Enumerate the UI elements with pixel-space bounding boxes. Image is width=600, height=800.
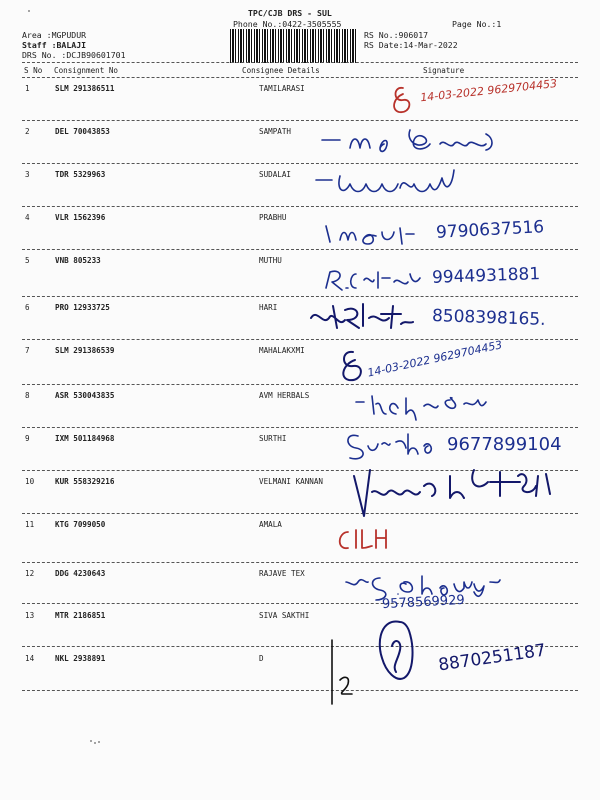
- handwritten-note: 14-03-2022 9629704453: [366, 338, 504, 380]
- handwritten-note: 14-03-2022 9629704453: [419, 76, 558, 105]
- header-divider-bottom: [22, 77, 578, 78]
- signature-mark: [340, 430, 440, 464]
- row-consignee: VELMANI KANNAN: [259, 477, 324, 486]
- column-header-consignee: Consignee Details: [242, 66, 320, 75]
- scan-speck: [90, 740, 92, 742]
- signature-mark: [350, 462, 580, 522]
- row-consignment-no: MTR 2186851: [55, 611, 106, 620]
- row-consignment-no: IXM 501184968: [55, 434, 115, 443]
- row-consignee: D: [259, 654, 264, 663]
- signature-mark: [320, 222, 430, 252]
- row-sno: 12: [25, 569, 35, 578]
- handwritten-note: 8870251187: [437, 640, 548, 676]
- barcode: [230, 29, 358, 63]
- row-divider: [22, 427, 578, 428]
- row-consignment-no: DDG 4230643: [55, 569, 106, 578]
- row-divider: [22, 603, 578, 604]
- handwritten-note: 9677899104: [447, 434, 562, 455]
- scan-speck: [98, 741, 100, 743]
- row-consignment-no: SLM 291386511: [55, 84, 115, 93]
- scan-speck: [94, 742, 96, 744]
- signature-mark: [310, 120, 520, 160]
- row-consignee: SAMPATH: [259, 127, 292, 136]
- drs-number: DRS No. :DCJB90601701: [22, 50, 126, 60]
- row-consignee: SUDALAI: [259, 170, 292, 179]
- row-consignment-no: DEL 70043853: [55, 127, 110, 136]
- row-sno: 13: [25, 611, 35, 620]
- rs-date: RS Date:14-Mar-2022: [364, 40, 458, 50]
- phone-number: Phone No.:0422-3505555: [233, 19, 342, 29]
- row-sno: 10: [25, 477, 35, 486]
- row-sno: 9: [25, 434, 30, 443]
- row-sno: 6: [25, 303, 30, 312]
- row-consignee: SURTHI: [259, 434, 287, 443]
- row-divider: [22, 249, 578, 250]
- row-sno: 5: [25, 256, 30, 265]
- row-sno: 2: [25, 127, 30, 136]
- handwritten-note: 9944931881: [431, 264, 541, 288]
- rs-number: RS No.:906017: [364, 30, 429, 40]
- staff-field: Staff :BALAJI: [22, 40, 87, 50]
- row-consignee: MAHALAKXMI: [259, 346, 305, 355]
- row-divider: [22, 296, 578, 297]
- row-consignee: PRABHU: [259, 213, 287, 222]
- row-sno: 1: [25, 84, 30, 93]
- column-header-sno: S No: [24, 66, 43, 75]
- signature-mark: [326, 612, 436, 702]
- row-sno: 8: [25, 391, 30, 400]
- row-consignment-no: NKL 2938891: [55, 654, 106, 663]
- handwritten-note: 8508398165.: [431, 306, 546, 330]
- signature-mark: [334, 526, 394, 556]
- row-divider: [22, 562, 578, 563]
- area-field: Area :MGPUDUR: [22, 30, 87, 40]
- row-consignee: TAMILARASI: [259, 84, 305, 93]
- row-consignment-no: ASR 530043835: [55, 391, 115, 400]
- row-consignee: AMALA: [259, 520, 282, 529]
- row-divider: [22, 384, 578, 385]
- row-sno: 14: [25, 654, 35, 663]
- header-divider-top: [22, 62, 578, 63]
- signature-mark: [305, 300, 415, 340]
- row-sno: 4: [25, 213, 30, 222]
- row-sno: 3: [25, 170, 30, 179]
- column-header-signature: Signature: [423, 66, 465, 75]
- signature-mark: [310, 170, 480, 200]
- row-divider: [22, 690, 578, 691]
- row-sno: 7: [25, 346, 30, 355]
- row-consignee: AVM HERBALS: [259, 391, 310, 400]
- signature-mark: [320, 266, 430, 296]
- scan-speck: [28, 10, 30, 12]
- row-consignment-no: PRO 12933725: [55, 303, 110, 312]
- row-consignee: MUTHU: [259, 256, 282, 265]
- row-divider: [22, 206, 578, 207]
- row-sno: 11: [25, 520, 35, 529]
- row-consignee: SIVA SAKTHI: [259, 611, 310, 620]
- handwritten-note: 9578569929: [381, 592, 466, 613]
- row-consignment-no: KUR 558329216: [55, 477, 115, 486]
- column-header-consignment: Consignment No: [54, 66, 119, 75]
- row-consignment-no: VNB 805233: [55, 256, 101, 265]
- row-consignment-no: TDR 5329963: [55, 170, 106, 179]
- row-consignment-no: SLM 291386539: [55, 346, 115, 355]
- row-divider: [22, 163, 578, 164]
- page-number: Page No.:1: [452, 19, 502, 29]
- document-title: TPC/CJB DRS - SUL: [248, 8, 332, 18]
- row-consignment-no: VLR 1562396: [55, 213, 106, 222]
- signature-mark: [350, 392, 490, 422]
- row-consignment-no: KTG 7099050: [55, 520, 106, 529]
- row-consignee: HARI: [259, 303, 278, 312]
- handwritten-note: 9790637516: [435, 217, 545, 243]
- row-consignee: RAJAVE TEX: [259, 569, 305, 578]
